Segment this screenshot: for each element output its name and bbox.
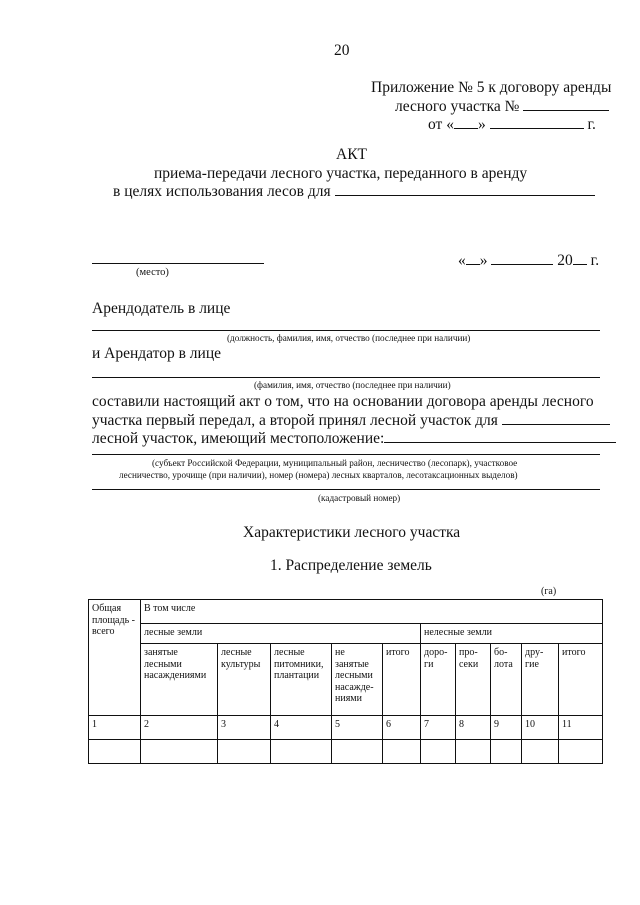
col-number: 4: [271, 716, 332, 740]
col-number: 1: [89, 716, 141, 740]
place-blank: [92, 263, 264, 264]
col-number: 7: [421, 716, 456, 740]
header-total-area: Общая площадь - всего: [89, 600, 141, 716]
col-number: 6: [383, 716, 421, 740]
location-caption-2: лесничество, урочище (при наличии), номер (номера) лесных кварталов, лесотаксационных выделов): [119, 470, 518, 480]
usage-purpose-blank: [335, 195, 595, 196]
date-month-blank: [491, 264, 553, 265]
lessor-caption: (должность, фамилия, имя, отчество (последнее при наличии): [227, 333, 471, 343]
empty-cell: [89, 740, 141, 764]
lessee-blank: [92, 377, 600, 378]
document-title: АКТ: [336, 146, 367, 163]
appendix-line-2: лесного участка №: [395, 98, 609, 116]
col-header-swamps: бо-лота: [491, 644, 522, 716]
header-forest-lands: лесные земли: [141, 624, 421, 644]
empty-cell: [421, 740, 456, 764]
col-header-plantings: лесные культуры: [218, 644, 271, 716]
purpose-blank: [502, 424, 610, 425]
place-caption: (место): [136, 267, 169, 278]
col-header-clearings: про-секи: [456, 644, 491, 716]
empty-cell: [141, 740, 218, 764]
col-number: 5: [332, 716, 383, 740]
header-nonforest-lands: нелесные земли: [421, 624, 603, 644]
empty-cell: [456, 740, 491, 764]
header-including: В том числе: [141, 600, 603, 624]
col-header-nurseries: лесные питомники, плантации: [271, 644, 332, 716]
col-header-forest-total: итого: [383, 644, 421, 716]
col-header-roads: доро-ги: [421, 644, 456, 716]
subsection-title: 1. Распределение земель: [270, 557, 432, 574]
appendix-line-1: Приложение № 5 к договору аренды: [371, 79, 612, 96]
empty-cell: [491, 740, 522, 764]
location-blank: [384, 442, 616, 443]
date-day-blank: [466, 264, 480, 265]
lessee-label: и Арендатор в лице: [92, 345, 221, 362]
col-number: 2: [141, 716, 218, 740]
col-header-nonforest-total: итого: [559, 644, 603, 716]
lessor-label: Арендодатель в лице: [92, 300, 231, 317]
appendix-line-3: от « » г.: [428, 116, 596, 133]
table-row-numbers: [89, 716, 603, 740]
document-subtitle-1: приема-передачи лесного участка, переданного в аренду: [154, 165, 528, 182]
page-number: 20: [334, 42, 350, 59]
cadastral-caption: (кадастровый номер): [318, 493, 401, 503]
col-number: 3: [218, 716, 271, 740]
col-header-stands: занятые лесными насаждениями: [141, 644, 218, 716]
empty-cell: [332, 740, 383, 764]
empty-cell: [271, 740, 332, 764]
lessor-blank: [92, 330, 600, 331]
body-line-3: лесной участок, имеющий местоположение:: [92, 430, 616, 448]
month-blank: [490, 128, 584, 129]
col-number: 8: [456, 716, 491, 740]
col-number: 11: [559, 716, 603, 740]
col-number: 9: [491, 716, 522, 740]
contract-number-blank: [523, 110, 609, 111]
date-year-blank: [573, 264, 587, 265]
empty-cell: [559, 740, 603, 764]
day-blank: [454, 128, 478, 129]
location-blank-2: [92, 454, 600, 455]
land-distribution-table: [88, 599, 603, 764]
lessee-caption: (фамилия, имя, отчество (последнее при наличии): [254, 380, 451, 390]
empty-cell: [383, 740, 421, 764]
col-header-unoccupied: не занятые лесными насажде-ниями: [332, 644, 383, 716]
body-line-1: составили настоящий акт о том, что на основании договора аренды лесного: [92, 393, 594, 410]
col-header-other: дру-гие: [522, 644, 559, 716]
unit-label: (га): [541, 586, 557, 597]
location-caption-1: (субъект Российской Федерации, муниципальный район, лесничество (лесопарк), участковое: [152, 458, 518, 468]
section-title: Характеристики лесного участка: [243, 524, 461, 541]
document-subtitle-2: в целях использования лесов для: [113, 183, 595, 201]
col-number: 10: [522, 716, 559, 740]
body-line-2: участка первый передал, а второй принял лесной участок для: [92, 412, 610, 430]
date-field: « » 20 г.: [458, 252, 600, 269]
empty-cell: [218, 740, 271, 764]
empty-cell: [522, 740, 559, 764]
table-row-empty: [89, 740, 603, 764]
cadastral-blank: [92, 489, 600, 490]
